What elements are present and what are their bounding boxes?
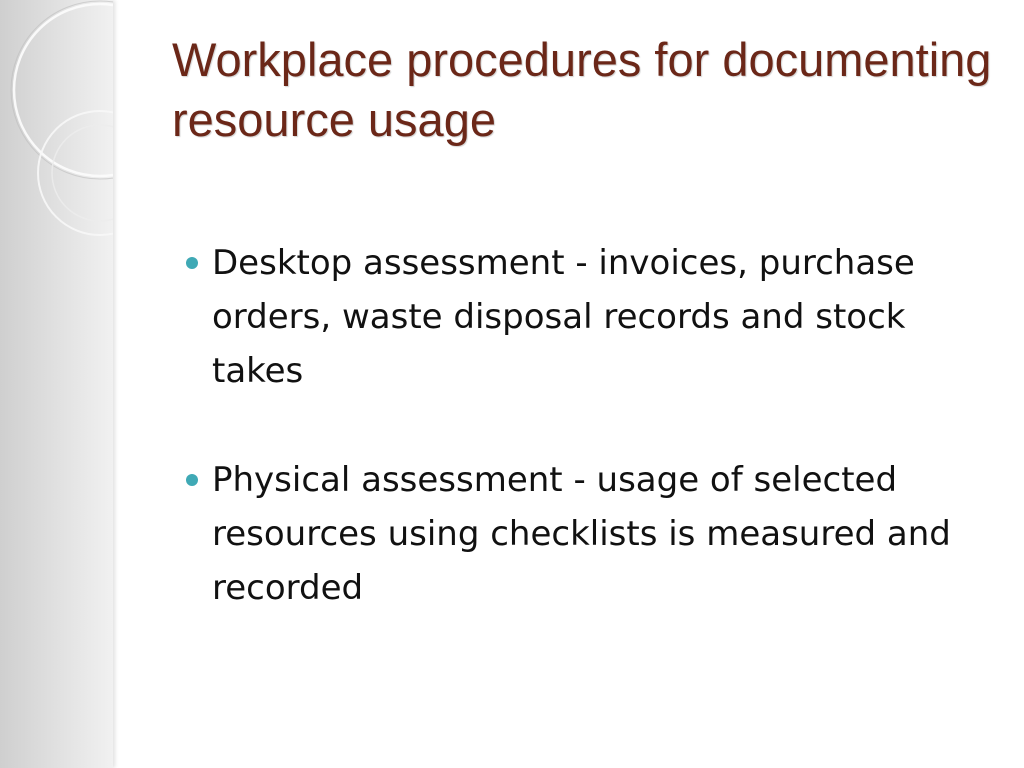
dot-bullet-icon	[186, 474, 198, 486]
bullet-item-desktop-assessment	[186, 236, 986, 398]
circle-rings-decoration	[0, 0, 113, 768]
bullet-text: Desktop assessment - invoices, purchase orders, waste disposal records and stock takes	[212, 243, 915, 391]
bullet-item-physical-assessment	[186, 453, 986, 615]
bullet-text: Physical assessment - usage of selected resources using checklists is measured and recorded	[212, 460, 951, 608]
side-decoration-band	[0, 0, 113, 768]
slide-title: Workplace procedures for documenting resource usage	[172, 33, 992, 146]
dot-bullet-icon	[186, 257, 198, 269]
bullet-list	[186, 236, 986, 670]
